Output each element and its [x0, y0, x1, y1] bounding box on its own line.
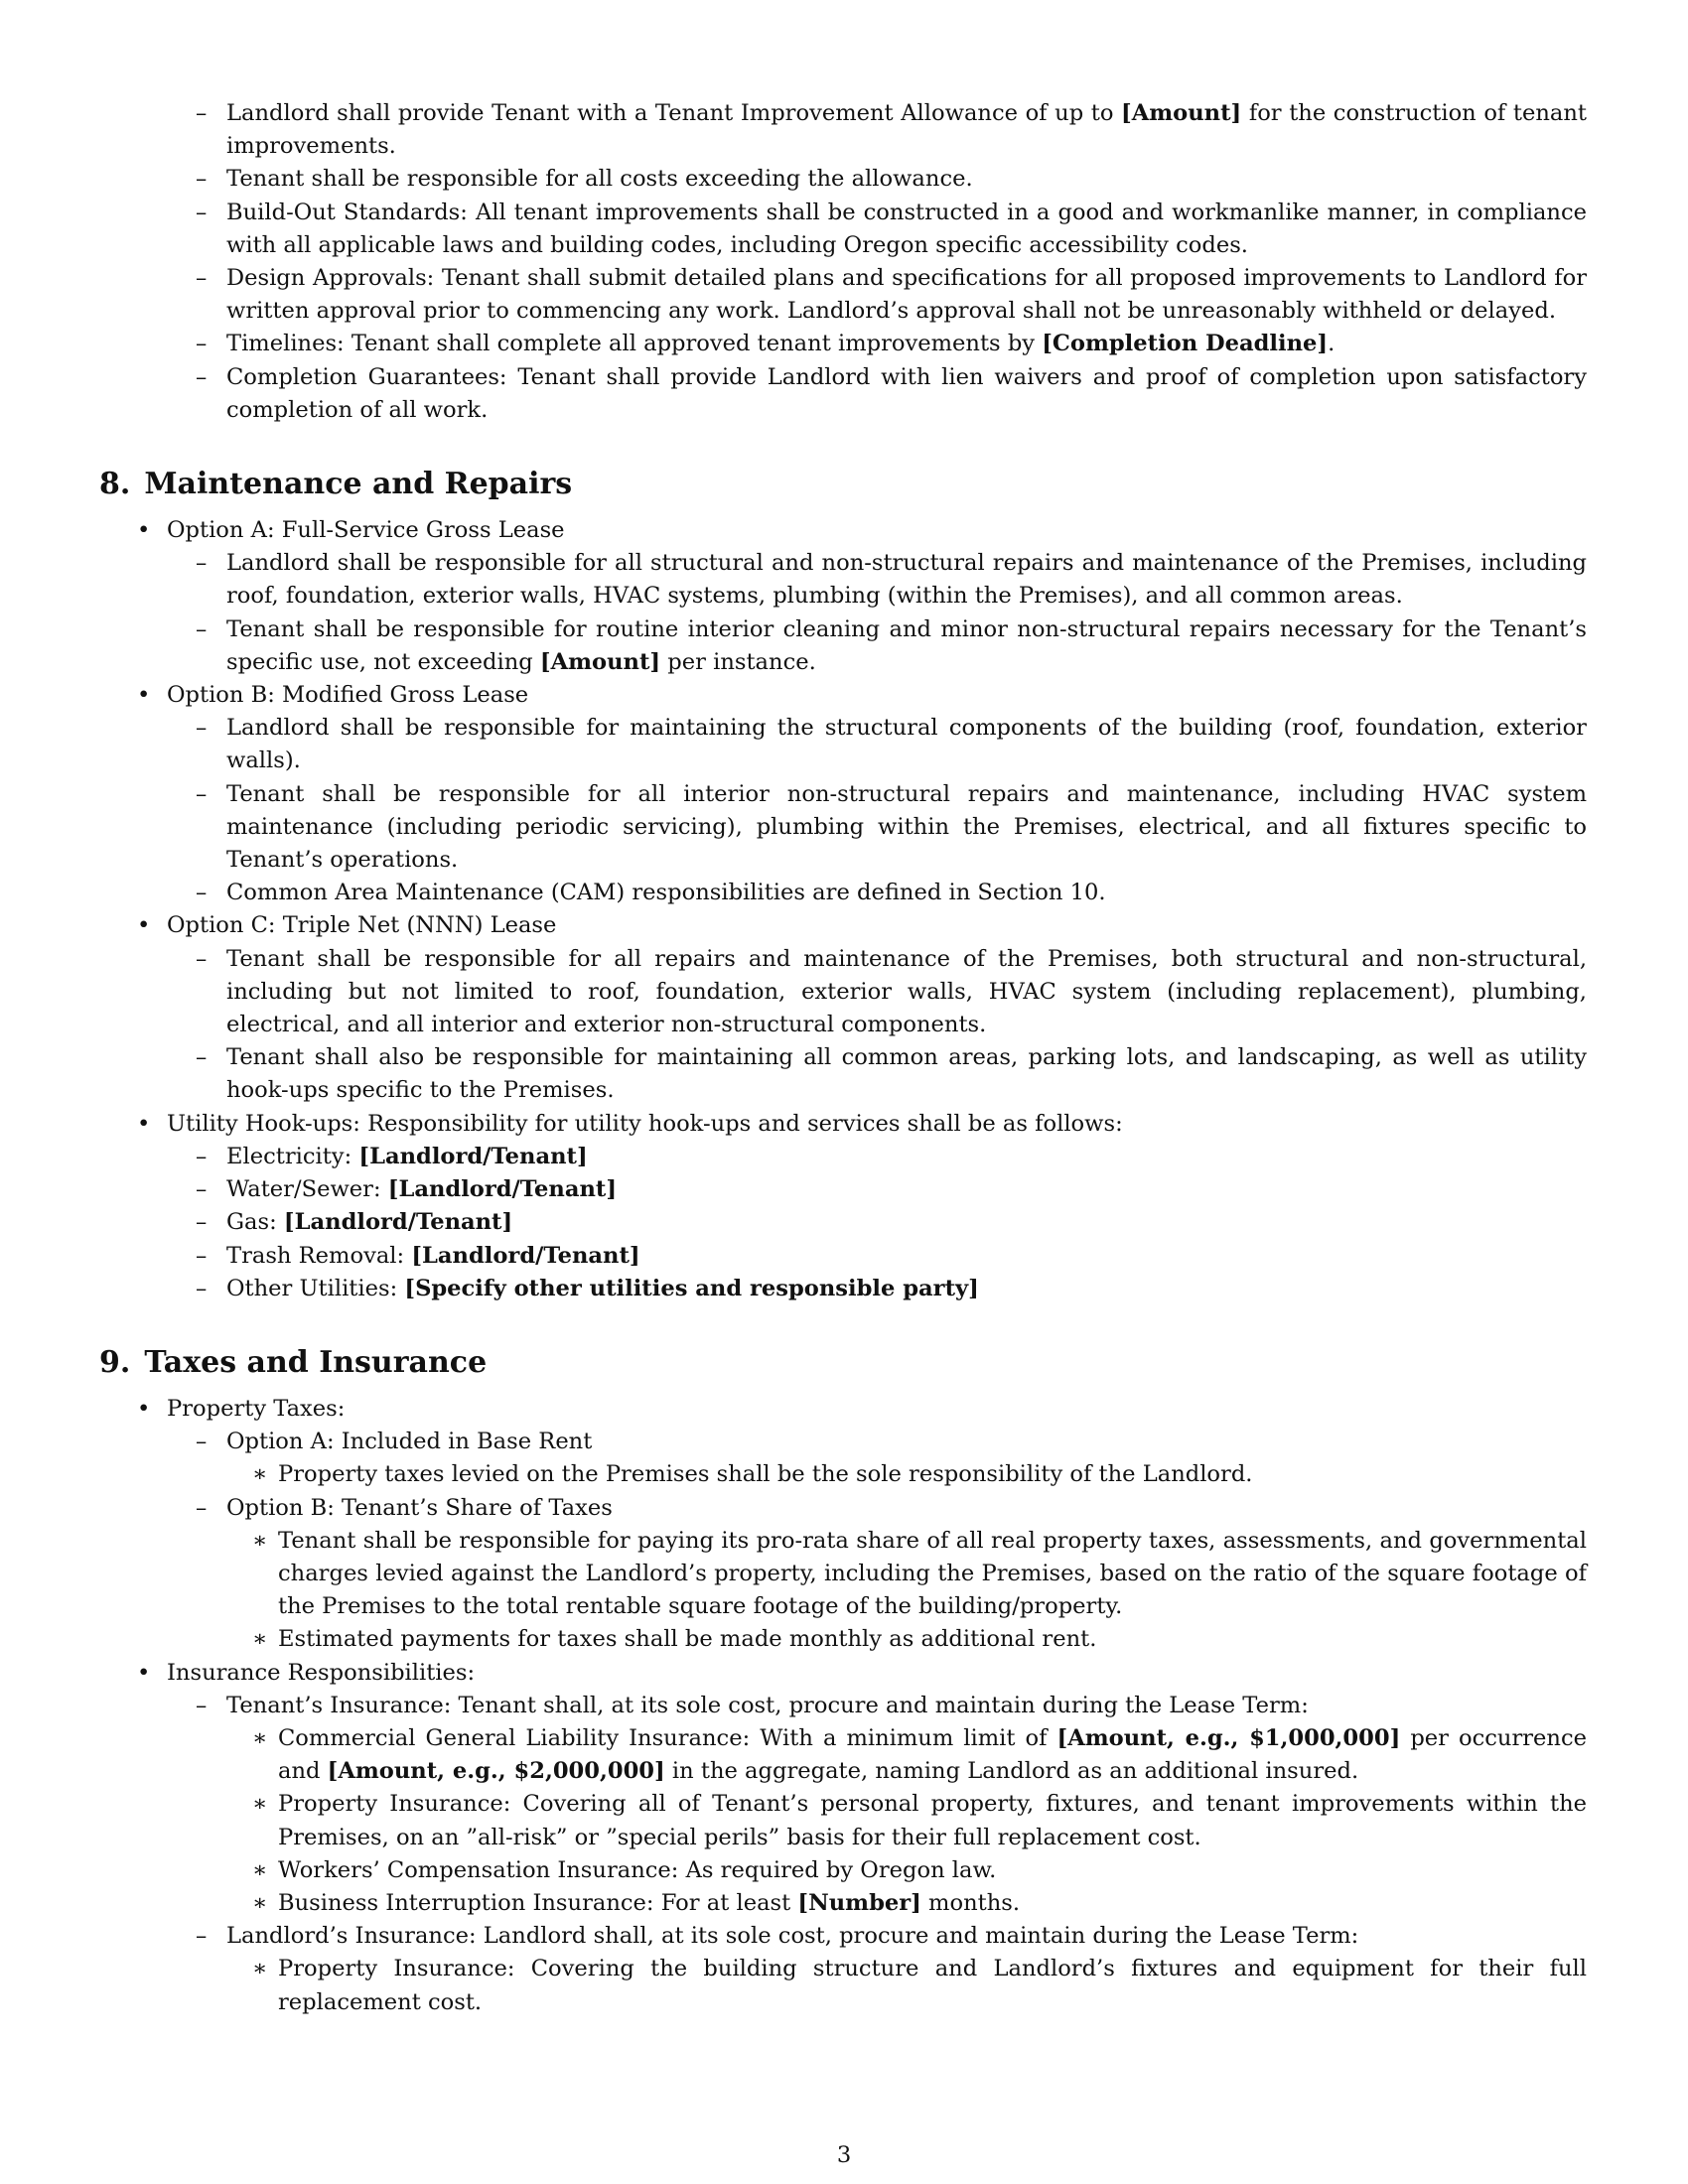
- list-item: – Design Approvals: Tenant shall submit detailed plans and specifications for all proposed improvements to Landlord for written approval prior to commencing any work. Landlord’s approval shall not be unreasonably withheld or delayed.: [167, 262, 1587, 328]
- list-item: – Tenant shall also be responsible for maintaining all common areas, parking lots, and landscaping, as well as utility hook-ups specific to the Premises.: [167, 1041, 1587, 1107]
- list-item: ∗ Property Insurance: Covering the building structure and Landlord’s fixtures and equipment for their full replacement cost.: [226, 1953, 1587, 2018]
- list-item: – Build-Out Standards: All tenant improvements shall be constructed in a good and workmanlike manner, in compliance with all applicable laws and building codes, including Oregon specific accessibility codes.: [167, 197, 1587, 262]
- list-item: – Landlord shall provide Tenant with a Tenant Improvement Allowance of up to [Amount] for the construction of tenant improvements.: [167, 97, 1587, 163]
- list-item: ∗ Property Insurance: Covering all of Tenant’s personal property, fixtures, and tenant improvements within the Premises, on an ”all-risk” or ”special perils” basis for their full replacement cost.: [226, 1788, 1587, 1853]
- list-item: – Tenant’s Insurance: Tenant shall, at its sole cost, procure and maintain during the Lease Term: ∗ Commercial General Liability Insurance: With a minimum limit of [Amount, e.g., $1,000,000] per occurrence and [Amount, e.g., $2,000,000] in the aggregate, naming Landlord as an additional insured. ∗ Property Insurance: Covering all of Tenant’s personal property, fixtures, and tenant improvements within the Premises, on an ”all-risk” or ”special perils” basis for their full replacement cost. ∗ Workers’ Compensation Insurance: As required by Oregon law. ∗ Business Interruption Insurance: For at least [Number] months.: [167, 1690, 1587, 1920]
- tenant-improvements-list: [167, 97, 1587, 427]
- maintenance-list: [99, 514, 1587, 1305]
- section-heading-8: 8. Maintenance and Repairs: [99, 467, 573, 502]
- list-item: ∗ Workers’ Compensation Insurance: As required by Oregon law.: [226, 1854, 1587, 1887]
- list-item: – Landlord shall be responsible for maintaining the structural components of the building (roof, foundation, exterior walls).: [167, 712, 1587, 777]
- list-item: – Other Utilities: [Specify other utilities and responsible party]: [167, 1273, 1587, 1305]
- list-item: – Completion Guarantees: Tenant shall provide Landlord with lien waivers and proof of completion upon satisfactory completion of all work.: [167, 361, 1587, 427]
- list-item-insurance: • Insurance Responsibilities: – Tenant’s Insurance: Tenant shall, at its sole cost, procure and maintain during the Lease Term: ∗ Commercial General Liability Insurance: With a minimum limit of [Amount, e.g., $1,000,000] per occurrence and [Amount, e.g., $2,000,000] in the aggregate, naming Landlord as an additional insured. ∗ Property Insurance: Covering all of Tenant’s personal property, fixtures, and tenant improvements within the Premises, on an ”all-risk” or ”special perils” basis for their full replacement cost. ∗ Workers’ Compensation Insurance: As required by Oregon law. ∗ Business Interruption Insurance: For at least [Number] months. – Landlord’s Insurance: Landlord shall, at its sole cost, procure and maintain during the Lease Term: ∗ Property Insurance: Covering the building structure and Landlord’s fixtures and equipment for their full replacement cost.: [99, 1657, 1587, 2019]
- document-page: [99, 97, 1587, 2019]
- list-item-option-b: • Option B: Modified Gross Lease – Landlord shall be responsible for maintaining the structural components of the building (roof, foundation, exterior walls). – Tenant shall be responsible for all interior non-structural repairs and maintenance, including HVAC system maintenance (including periodic servicing), plumbing within the Premises, electrical, and all fixtures specific to Tenant’s operations. – Common Area Maintenance (CAM) responsibilities are defined in Section 10.: [99, 679, 1587, 909]
- list-item: – Water/Sewer: [Landlord/Tenant]: [167, 1173, 1587, 1206]
- list-item: – Trash Removal: [Landlord/Tenant]: [167, 1240, 1587, 1273]
- list-item: ∗ Business Interruption Insurance: For at least [Number] months.: [226, 1887, 1587, 1920]
- section-heading-9: 9. Taxes and Insurance: [99, 1344, 488, 1380]
- list-item: – Tenant shall be responsible for all costs exceeding the allowance.: [167, 163, 1587, 196]
- list-item: – Electricity: [Landlord/Tenant]: [167, 1141, 1587, 1173]
- taxes-insurance-list: [99, 1393, 1587, 2019]
- list-item: – Common Area Maintenance (CAM) responsibilities are defined in Section 10.: [167, 877, 1587, 909]
- list-item: – Landlord shall be responsible for all structural and non-structural repairs and maintenance of the Premises, including roof, foundation, exterior walls, HVAC systems, plumbing (within the Premises), and all common areas.: [167, 547, 1587, 613]
- list-item: ∗ Estimated payments for taxes shall be made monthly as additional rent.: [226, 1623, 1587, 1656]
- list-item: – Option A: Included in Base Rent ∗ Property taxes levied on the Premises shall be the sole responsibility of the Landlord.: [167, 1426, 1587, 1491]
- list-item: – Timelines: Tenant shall complete all approved tenant improvements by [Completion Deadline].: [167, 328, 1587, 360]
- list-item: – Landlord’s Insurance: Landlord shall, at its sole cost, procure and maintain during the Lease Term: ∗ Property Insurance: Covering the building structure and Landlord’s fixtures and equipment for their full replacement cost.: [167, 1920, 1587, 2019]
- list-item: – Gas: [Landlord/Tenant]: [167, 1206, 1587, 1239]
- page-number: 3: [836, 2142, 852, 2168]
- list-item: – Tenant shall be responsible for all repairs and maintenance of the Premises, both structural and non-structural, including but not limited to roof, foundation, exterior walls, HVAC system (including replacement), plumbing, electrical, and all interior and exterior non-structural components.: [167, 943, 1587, 1042]
- list-item-option-a: • Option A: Full-Service Gross Lease – Landlord shall be responsible for all structural and non-structural repairs and maintenance of the Premises, including roof, foundation, exterior walls, HVAC systems, plumbing (within the Premises), and all common areas. – Tenant shall be responsible for routine interior cleaning and minor non-structural repairs necessary for the Tenant’s specific use, not exceeding [Amount] per instance.: [99, 514, 1587, 679]
- list-item: ∗ Tenant shall be responsible for paying its pro-rata share of all real property taxes, assessments, and governmental charges levied against the Landlord’s property, including the Premises, based on the ratio of the square footage of the Premises to the total rentable square footage of the building/property.: [226, 1525, 1587, 1624]
- list-item-option-c: • Option C: Triple Net (NNN) Lease – Tenant shall be responsible for all repairs and maintenance of the Premises, both structural and non-structural, including but not limited to roof, foundation, exterior walls, HVAC system (including replacement), plumbing, electrical, and all interior and exterior non-structural components. – Tenant shall also be responsible for maintaining all common areas, parking lots, and landscaping, as well as utility hook-ups specific to the Premises.: [99, 909, 1587, 1107]
- list-item: – Tenant shall be responsible for all interior non-structural repairs and maintenance, including HVAC system maintenance (including periodic servicing), plumbing within the Premises, electrical, and all fixtures specific to Tenant’s operations.: [167, 778, 1587, 878]
- list-item-property-taxes: • Property Taxes: – Option A: Included in Base Rent ∗ Property taxes levied on the Premises shall be the sole responsibility of the Landlord. – Option B: Tenant’s Share of Taxes ∗ Tenant shall be responsible for paying its pro-rata share of all real property taxes, assessments, and governmental charges levied against the Landlord’s property, including the Premises, based on the ratio of the square footage of the Premises to the total rentable square footage of the building/property. ∗ Estimated payments for taxes shall be made monthly as additional rent.: [99, 1393, 1587, 1657]
- list-item: ∗ Property taxes levied on the Premises shall be the sole responsibility of the Landlord.: [226, 1458, 1587, 1491]
- list-item-utilities: • Utility Hook-ups: Responsibility for utility hook-ups and services shall be as follows: – Electricity: [Landlord/Tenant] – Water/Sewer: [Landlord/Tenant] – Gas: [Landlord/Tenant] – Trash Removal: [Landlord/Tenant] – Other Utilities: [Specify other utilities and responsible party]: [99, 1108, 1587, 1305]
- list-item: – Option B: Tenant’s Share of Taxes ∗ Tenant shall be responsible for paying its pro-rata share of all real property taxes, assessments, and governmental charges levied against the Landlord’s property, including the Premises, based on the ratio of the square footage of the Premises to the total rentable square footage of the building/property. ∗ Estimated payments for taxes shall be made monthly as additional rent.: [167, 1492, 1587, 1657]
- list-item: – Tenant shall be responsible for routine interior cleaning and minor non-structural repairs necessary for the Tenant’s specific use, not exceeding [Amount] per instance.: [167, 614, 1587, 679]
- list-item: ∗ Commercial General Liability Insurance: With a minimum limit of [Amount, e.g., $1,000,000] per occurrence and [Amount, e.g., $2,000,000] in the aggregate, naming Landlord as an additional insured.: [226, 1722, 1587, 1788]
